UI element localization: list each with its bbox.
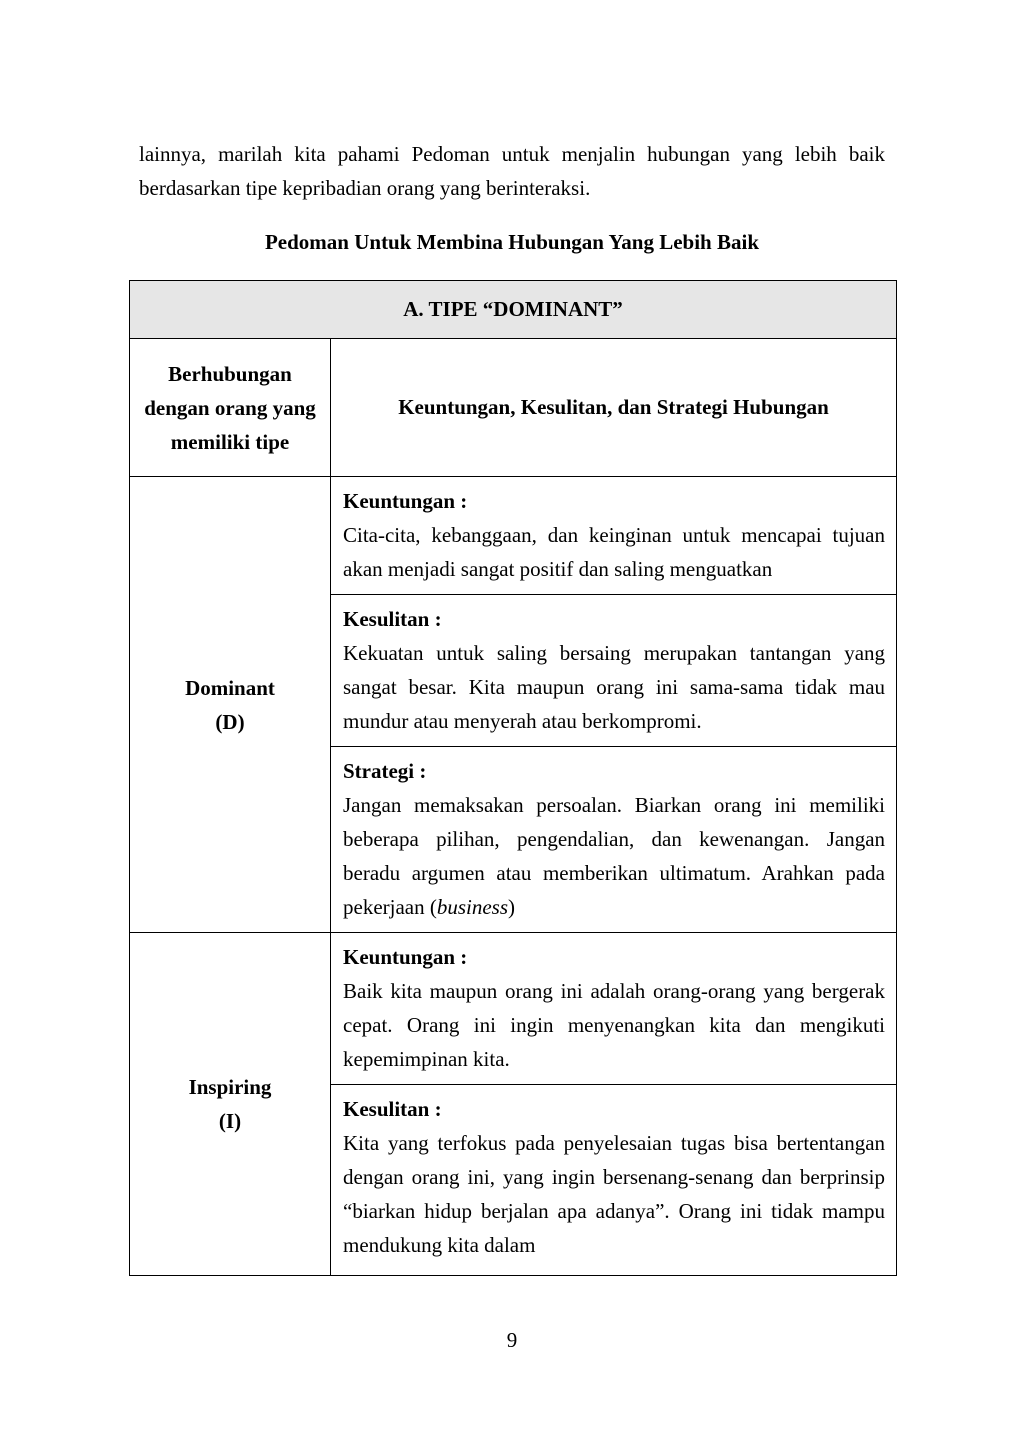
kesulitan-cell (331, 595, 897, 747)
keuntungan-text: Cita-cita, kebanggaan, dan keinginan untuk mencapai tujuan akan menjadi sangat positif dan saling menguatkan (343, 523, 886, 581)
document-title: Pedoman Untuk Membina Hubungan Yang Lebih Baik (264, 230, 760, 254)
type-cell-dominant (130, 477, 331, 933)
keuntungan-text: Baik kita maupun orang ini adalah orang-orang yang bergerak cepat. Orang ini ingin menyenangkan kita dan mengikuti kepemimpinan kita. (343, 979, 886, 1071)
table-row (130, 933, 897, 1085)
guidelines-table (129, 280, 897, 1276)
type-code: (I) (218, 1109, 242, 1133)
kesulitan-cell (331, 1085, 897, 1276)
keuntungan-label: Keuntungan : (343, 945, 468, 969)
strategi-close: ) (508, 895, 516, 919)
keuntungan-label: Keuntungan : (343, 489, 468, 513)
column-header-row (130, 339, 897, 477)
keuntungan-cell (331, 933, 897, 1085)
type-code: (D) (215, 709, 245, 734)
table-row (130, 477, 897, 595)
type-name: Inspiring (188, 1075, 272, 1099)
strategi-italic: business (436, 895, 509, 919)
keuntungan-cell (331, 477, 897, 595)
strategi-text: Jangan memaksakan persoalan. Biarkan orang ini memiliki beberapa pilihan, pengendalian, dan kewenangan. Jangan beradu argumen atau memberikan ultimatum. Arahkan pada pekerjaan ( (343, 793, 886, 919)
strategi-label: Strategi : (343, 759, 427, 783)
strategi-text-block (343, 788, 885, 924)
section-header-row (130, 281, 897, 339)
kesulitan-label: Kesulitan : (343, 1097, 442, 1121)
section-header: A. TIPE “DOMINANT” (130, 281, 897, 339)
intro-paragraph: lainnya, marilah kita pahami Pedoman untuk menjalin hubungan yang lebih baik berdasarkan tipe kepribadian orang yang berinteraksi. (139, 142, 885, 200)
column-header-details: Keuntungan, Kesulitan, dan Strategi Hubungan (331, 339, 897, 477)
type-cell-inspiring (130, 933, 331, 1276)
kesulitan-text: Kekuatan untuk saling bersaing merupakan tantangan yang sangat besar. Kita maupun orang ini sama-sama tidak mau mundur atau menyerah atau berkompromi. (343, 641, 886, 733)
kesulitan-text: Kita yang terfokus pada penyelesaian tugas bisa bertentangan dengan orang ini, yang ingin bersenang-senang dan berprinsip “biarkan hidup berjalan apa adanya”. Orang ini tidak mampu mendukung kita dalam (343, 1131, 886, 1257)
page-number: 9 (506, 1328, 518, 1352)
kesulitan-label: Kesulitan : (343, 607, 442, 631)
type-name: Dominant (185, 675, 275, 700)
strategi-cell (331, 747, 897, 933)
column-header-type (130, 339, 331, 477)
column-header-type-label: Berhubungan dengan orang yang memiliki tipe (144, 361, 316, 454)
